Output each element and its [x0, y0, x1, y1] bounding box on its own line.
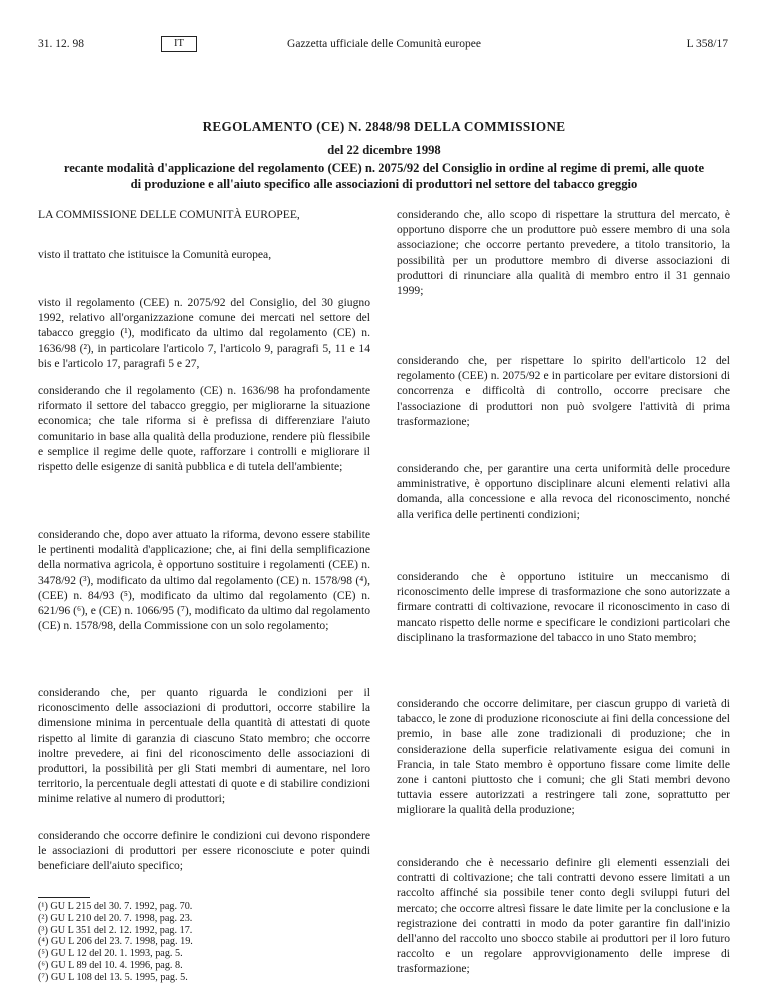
- recital-1: considerando che il regolamento (CE) n. 1636/98 ha profondamente riformato il settore del tabacco greggio, per migliorarne la situazione economica; che tale riforma si è prefissa di differenziare l'aiuto comunitario in base alla qualità della produzione, rendere più flessibile e semplice il regime delle quote, rafforzare i controlli e migliorare il rispetto delle esigenze di sanità pubblica e di tutela dell'ambiente;: [38, 384, 370, 474]
- footnote-item: (²) GU L 210 del 20. 7. 1998, pag. 23.: [38, 912, 193, 924]
- recital-3: considerando che, per quanto riguarda le condizioni per il riconoscimento delle associazioni di produttori, occorre stabilire la dimensione minima in percentuale della quantità di attestati di quote rispetto al limite di garanzia di ciascuno Stato membro; che occorre inoltre prevedere, ai fini del riconoscimento delle associazioni di produttori, la possibilità per gli Stati membri di aumentare, nel loro territorio, la percentuale degli attestati di quote e di stabilire condizioni minime relative al numero di produttori;: [38, 686, 370, 806]
- page-header: [0, 38, 768, 56]
- language-box: IT: [161, 36, 197, 52]
- footnotes: [38, 901, 370, 984]
- recital-regulation: visto il regolamento (CEE) n. 2075/92 del Consiglio, del 30 giugno 1992, relativo all'organizzazione comune dei mercati nel settore del tabacco greggio (¹), modificato da ultimo dal regolamento (CE) n. 1636/98 (²), in particolare l'articolo 7, l'articolo 9, paragrafi 5, 11 e 14 bis e l'articolo 17, paragrafi 5 e 27,: [38, 296, 370, 370]
- regulation-title: REGOLAMENTO (CE) N. 2848/98 DELLA COMMISSIONE: [202, 119, 566, 134]
- regulation-date: del 22 dicembre 1998: [327, 143, 441, 157]
- footnote-item: (¹) GU L 215 del 30. 7. 1992, pag. 70.: [38, 901, 193, 912]
- footnote-rule: [38, 897, 90, 898]
- recital-2: considerando che, dopo aver attuato la riforma, devono essere stabilite le pertinenti modalità d'applicazione; che, ai fini della semplificazione della normativa agricola, è opportuno sostituire i regolamenti (CEE) n. 3478/92 (³), modificato da ultimo dal regolamento (CE) n. 1578/98 (⁴), (CEE) n. 84/93 (⁵), modificato da ultimo dal regolamento (CE) n. 621/96 (⁶), e (CE) n. 1066/95 (⁷), modificato da ultimo dal regolamento (CE) n. 1578/98, della Commissione con un solo regolamento;: [38, 528, 370, 633]
- recital-4: considerando che occorre definire le condizioni cui devono rispondere le associazioni di produttori per essere riconosciute e poter quindi beneficiare dell'aiuto specifico;: [38, 829, 370, 873]
- recital-9: considerando che occorre delimitare, per ciascun gruppo di varietà di tabacco, le zone di produzione riconosciute ai fini della concessione del premio, in base alle zone tradizionali di produzione; che in considerazione della superficie relativamente esigua dei comuni in Francia, in tale Stato membro è opportuno fissare come limite delle zone i cantoni piuttosto che i comuni; che gli Stati membri devono tuttavia essere autorizzati a restringere tali zone, soprattutto per migliorare la qualità della produzione;: [397, 697, 730, 817]
- issue-date: 31. 12. 98: [38, 38, 84, 50]
- footnote-item: (⁶) GU L 89 del 10. 4. 1996, pag. 8.: [38, 959, 183, 971]
- recital-treaty: visto il trattato che istituisce la Comunità europea,: [38, 248, 272, 261]
- footnote-item: (⁴) GU L 206 del 23. 7. 1998, pag. 19.: [38, 936, 193, 948]
- recital-5: considerando che, allo scopo di rispettare la struttura del mercato, è opportuno disporre che un produttore può essere membro di una sola associazione; che occorre pertanto prevedere, a titolo transitorio, la possibilità per un produttore membro di diverse associazioni di produttori di rinunciare alla qualità di membro entro il 31 gennaio 1999;: [397, 208, 730, 298]
- recital-6: considerando che, per rispettare lo spirito dell'articolo 12 del regolamento (CEE) n. 2075/92 e in particolare per evitare distorsioni di concorrenza e difficoltà di controllo, occorre precisare che l'associazione di produttori non può svolgere l'attività di prima trasformazione;: [397, 354, 730, 428]
- footnote-item: (⁵) GU L 12 del 20. 1. 1993, pag. 5.: [38, 948, 183, 960]
- preamble-institution: LA COMMISSIONE DELLE COMUNITÀ EUROPEE,: [38, 208, 300, 221]
- footnote-item: (³) GU L 351 del 2. 12. 1992, pag. 17.: [38, 924, 193, 936]
- footnote-item: (⁷) GU L 108 del 13. 5. 1995, pag. 5.: [38, 971, 188, 983]
- recital-10: considerando che è necessario definire gli elementi essenziali dei contratti di coltivazione; che tali contratti devono essere limitati a un raccolto affinché sia possibile tener conto degli sviluppi futuri del mercato; che occorre altresì fissare le date limite per la conclusione e la registrazione dei contratti in modo da poter garantire fin dall'inizio dell'anno del raccolto uno sbocco stabile ai produttori per il loro futuro raccolto e un regolare approvvigionamento delle imprese di trasformazione;: [397, 856, 730, 976]
- recital-8: considerando che è opportuno istituire un meccanismo di riconoscimento delle imprese di trasformazione che sono autorizzate a firmare contratti di coltivazione, revocare il riconoscimento in caso di mancato rispetto delle norme e specificare le condizioni particolari che disciplinano la trasformazione del tabacco in uno Stato membro;: [397, 570, 730, 644]
- recital-7: considerando che, per garantire una certa uniformità delle procedure amministrative, è opportuno disciplinare alcuni elementi relativi alla domanda, alla concessione e alla revoca del riconoscimento, nonché alla verifica delle pertinenti condizioni;: [397, 462, 730, 521]
- regulation-subject: recante modalità d'applicazione del regolamento (CEE) n. 2075/92 del Consiglio in ordine al regime di premi, alle quote di produzione e all'aiuto specifico alle associazioni di produttori nel settore del tabacco greggio: [63, 161, 705, 191]
- journal-title: Gazzetta ufficiale delle Comunità europee: [287, 38, 481, 50]
- page-number: L 358/17: [686, 38, 728, 50]
